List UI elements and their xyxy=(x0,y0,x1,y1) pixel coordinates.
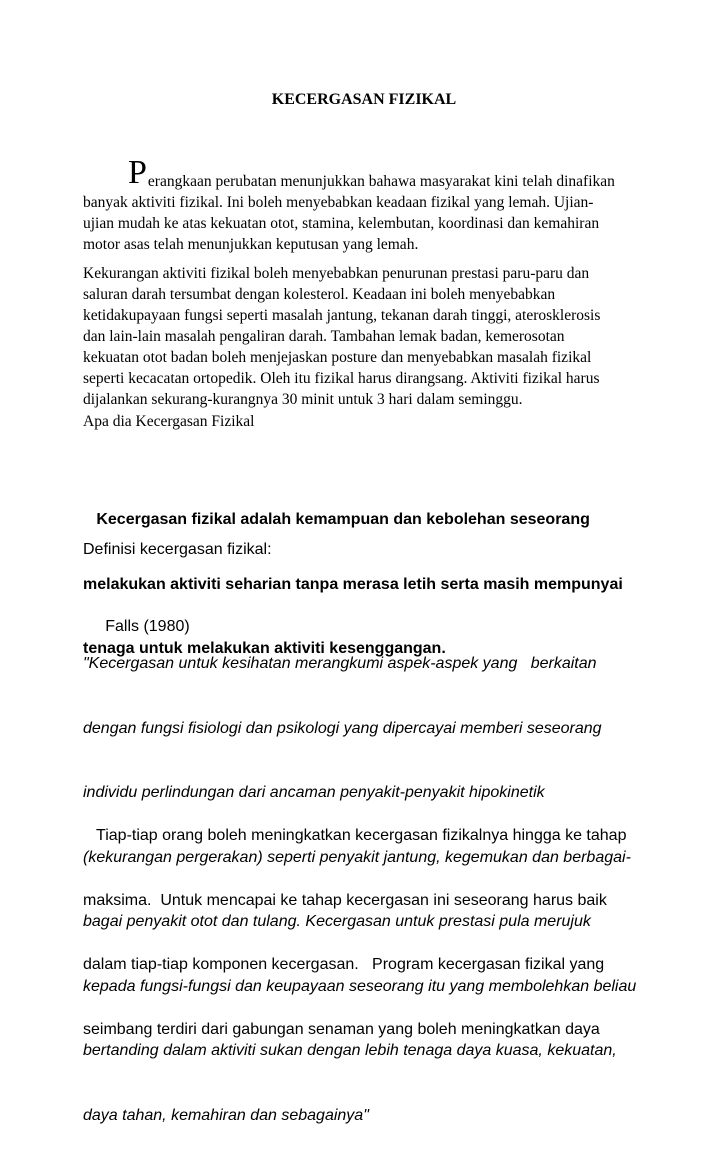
quote-line: dengan fungsi fisiologi dan psikologi yang dipercayai memberi seseorang xyxy=(83,719,602,737)
quote-line: daya tahan, kemahiran dan sebagainya" xyxy=(83,1106,369,1124)
quote-line: "Kecergasan untuk kesihatan merangkumi aspek-aspek yang berkaitan xyxy=(83,655,597,672)
improvement-paragraph xyxy=(83,782,658,1083)
paragraph-line: ketidakupayaan fungsi seperti masalah jantung, tekanan darah tinggi, aterosklerosis xyxy=(83,307,601,324)
intro-line: motor asas telah menunjukkan keputusan yang lemah. xyxy=(83,236,419,253)
paragraph-line: Kekurangan aktiviti fizikal boleh menyebabkan penurunan prestasi paru-paru dan xyxy=(83,265,590,282)
inactivity-paragraph xyxy=(83,263,658,410)
paragraph-line: dijalankan sekurang-kurangnya 30 minit untuk 3 hari dalam seminggu. xyxy=(83,391,523,408)
quote-line: bagai penyakit otot dan tulang. Kecergasan untuk prestasi pula merujuk xyxy=(83,913,591,930)
paragraph-line: Tiap-tiap orang boleh meningkatkan kecergasan fizikalnya hingga ke tahap xyxy=(83,827,627,844)
section-heading xyxy=(83,411,658,432)
document-title: KECERGASAN FIZIKAL xyxy=(271,91,457,108)
intro-paragraph xyxy=(83,154,658,255)
drop-cap: P xyxy=(128,154,147,191)
quote-line: (kekurangan pergerakan) seperti penyakit jantung, kegemukan dan berbagai- xyxy=(83,848,631,866)
definition-heading-text: Definisi kecergasan fizikal: xyxy=(83,541,272,558)
paragraph-line: maksima. Untuk mencapai ke tahap kecergasan ini seseorang harus baik xyxy=(83,891,607,909)
quote-line: kepada fungsi-fungsi dan keupayaan seseorang itu yang membolehkan beliau xyxy=(83,977,637,995)
paragraph-line: saluran darah tersumbat dengan kolesterol. Keadaan ini boleh menyebabkan xyxy=(83,286,556,303)
intro-line: banyak aktiviti fizikal. Ini boleh menyebabkan keadaan fizikal yang lemah. Ujian- xyxy=(83,194,594,211)
definition-heading xyxy=(83,539,658,561)
intro-first-line xyxy=(83,154,658,192)
paragraph-line: Kecergasan fizikal adalah kemampuan dan kebolehan seseorang xyxy=(83,511,590,528)
paragraph-line: melakukan aktiviti seharian tanpa merasa letih serta masih mempunyai xyxy=(83,575,623,593)
paragraph-line: seperti kecacatan ortopedik. Oleh itu fizikal harus dirangsang. Aktiviti fizikal harus xyxy=(83,370,600,387)
paragraph-line: tenaga untuk melakukan aktiviti kesenggangan. xyxy=(83,640,446,657)
citation-text: Falls (1980) xyxy=(83,618,190,635)
quote-line: individu perlindungan dari ancaman penyakit-penyakit hipokinetik xyxy=(83,784,545,801)
paragraph-line: seimbang terdiri dari gabungan senaman yang boleh meningkatkan daya xyxy=(83,1020,600,1038)
paragraph-line: dan lain-lain masalah pengaliran darah. Tambahan lemak badan, kemerosotan xyxy=(83,328,565,345)
section-heading-text: Apa dia Kecergasan Fizikal xyxy=(83,413,255,430)
paragraph-line: kekuatan otot badan boleh menjejaskan posture dan menyebabkan masalah fizikal xyxy=(83,349,592,366)
intro-line: ujian mudah ke atas kekuatan otot, stamina, kelembutan, koordinasi dan kemahiran xyxy=(83,215,600,232)
quote-line: bertanding dalam aktiviti sukan dengan lebih tenaga daya kuasa, kekuatan, xyxy=(83,1042,617,1059)
paragraph-line: dalam tiap-tiap komponen kecergasan. Program kecergasan fizikal yang xyxy=(83,956,605,973)
intro-line: erangkaan perubatan menunjukkan bahawa masyarakat kini telah dinafikan xyxy=(147,173,615,190)
